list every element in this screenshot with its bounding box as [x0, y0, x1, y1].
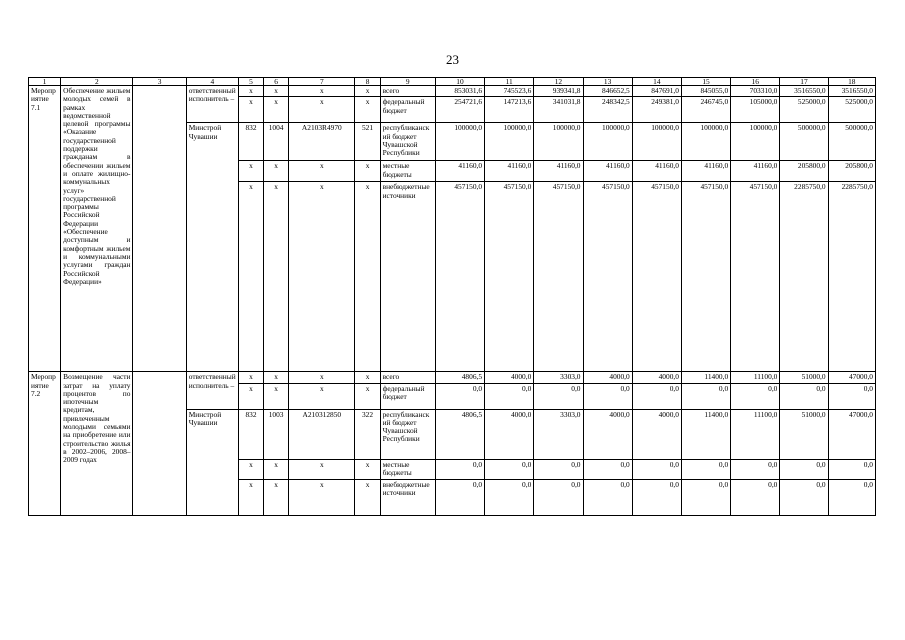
value-cell: 4000,0 — [632, 409, 681, 459]
value-cell: 41160,0 — [731, 161, 780, 182]
value-cell: 703310,0 — [731, 86, 780, 97]
column-number: 8 — [355, 78, 380, 86]
column-number: 2 — [61, 78, 133, 86]
value-cell: 248342,5 — [583, 97, 632, 123]
column-number: 10 — [435, 78, 484, 86]
value-cell: 11100,0 — [731, 409, 780, 459]
code-cell: x — [289, 161, 355, 182]
funding-source: всего — [380, 86, 435, 97]
executor-cell: ответственный исполнитель – — [186, 372, 238, 409]
code-cell: 521 — [355, 123, 380, 161]
executor-cell: Минстрой Чувашии — [186, 123, 238, 372]
value-cell: 457150,0 — [583, 182, 632, 372]
column-number: 15 — [681, 78, 730, 86]
value-cell: 41160,0 — [583, 161, 632, 182]
code-cell: x — [264, 97, 289, 123]
value-cell: 0,0 — [435, 459, 484, 479]
column-number-row — [29, 78, 876, 86]
code-cell: 832 — [238, 123, 263, 161]
funding-source: федеральный бюджет — [380, 97, 435, 123]
value-cell: 0,0 — [681, 459, 730, 479]
activity-id: Мероприятие 7.2 — [29, 372, 61, 515]
column-number: 17 — [780, 78, 828, 86]
value-cell: 525000,0 — [780, 97, 828, 123]
value-cell: 500000,0 — [780, 123, 828, 161]
value-cell: 3516550,0 — [828, 86, 875, 97]
funding-source: всего — [380, 372, 435, 383]
value-cell: 0,0 — [534, 479, 583, 515]
value-cell: 847691,0 — [632, 86, 681, 97]
value-cell: 0,0 — [435, 479, 484, 515]
value-cell: 3303,0 — [534, 409, 583, 459]
code-cell: x — [355, 459, 380, 479]
activity-description: Обеспечение жильем молодых семей в рамках ведомственной целевой программы «Оказание государственной поддержки гражданам в обеспечении жильем и оплате жилищно-коммунальных услуг» государственной программы Российской Федерации «Обеспечение доступным и комфортным жильем и коммунальными услугами граждан Российской Федерации» — [61, 86, 133, 372]
code-cell: x — [289, 182, 355, 372]
value-cell: 0,0 — [828, 383, 875, 409]
funding-source: местные бюджеты — [380, 459, 435, 479]
value-cell: 457150,0 — [681, 182, 730, 372]
value-cell: 0,0 — [731, 383, 780, 409]
value-cell: 4000,0 — [485, 372, 534, 383]
code-cell: x — [355, 97, 380, 123]
page-number: 23 — [446, 52, 459, 67]
value-cell: 0,0 — [828, 459, 875, 479]
code-cell: x — [289, 459, 355, 479]
value-cell: 0,0 — [632, 383, 681, 409]
value-cell: 0,0 — [485, 459, 534, 479]
value-cell: 2285750,0 — [780, 182, 828, 372]
value-cell: 0,0 — [534, 383, 583, 409]
value-cell: 939341,8 — [534, 86, 583, 97]
value-cell: 4806,5 — [435, 372, 484, 383]
value-cell: 0,0 — [435, 383, 484, 409]
value-cell: 11400,0 — [681, 372, 730, 383]
column-number: 3 — [133, 78, 186, 86]
code-cell: x — [289, 86, 355, 97]
value-cell: 246745,0 — [681, 97, 730, 123]
column-number: 9 — [380, 78, 435, 86]
column-number: 16 — [731, 78, 780, 86]
value-cell: 47000,0 — [828, 372, 875, 383]
value-cell: 2285750,0 — [828, 182, 875, 372]
value-cell: 457150,0 — [731, 182, 780, 372]
code-cell: 322 — [355, 409, 380, 459]
column-number: 4 — [186, 78, 238, 86]
value-cell: 254721,6 — [435, 97, 484, 123]
value-cell: 100000,0 — [731, 123, 780, 161]
value-cell: 41160,0 — [435, 161, 484, 182]
executor-cell: Минстрой Чувашии — [186, 409, 238, 515]
value-cell: 457150,0 — [534, 182, 583, 372]
code-cell: x — [355, 182, 380, 372]
value-cell: 100000,0 — [681, 123, 730, 161]
code-cell: x — [355, 86, 380, 97]
code-cell: x — [238, 86, 263, 97]
funding-source: федеральный бюджет — [380, 383, 435, 409]
value-cell: 853031,6 — [435, 86, 484, 97]
value-cell: 457150,0 — [632, 182, 681, 372]
value-cell: 41160,0 — [632, 161, 681, 182]
value-cell: 41160,0 — [681, 161, 730, 182]
column-number: 1 — [29, 78, 61, 86]
column-number: 13 — [583, 78, 632, 86]
value-cell: 500000,0 — [828, 123, 875, 161]
table-row — [29, 86, 876, 97]
code-cell: 1003 — [264, 409, 289, 459]
code-cell: 832 — [238, 409, 263, 459]
code-cell: x — [264, 459, 289, 479]
code-cell: x — [264, 383, 289, 409]
code-cell: x — [355, 479, 380, 515]
empty-cell — [133, 86, 186, 372]
value-cell: 0,0 — [731, 479, 780, 515]
value-cell: 205800,0 — [828, 161, 875, 182]
budget-table — [28, 77, 876, 516]
column-number: 7 — [289, 78, 355, 86]
code-cell: x — [264, 479, 289, 515]
value-cell: 845055,0 — [681, 86, 730, 97]
value-cell: 0,0 — [681, 479, 730, 515]
value-cell: 100000,0 — [583, 123, 632, 161]
value-cell: 457150,0 — [435, 182, 484, 372]
value-cell: 51000,0 — [780, 409, 828, 459]
value-cell: 41160,0 — [534, 161, 583, 182]
column-number: 18 — [828, 78, 875, 86]
funding-source: республиканский бюджет Чувашской Республики — [380, 123, 435, 161]
code-cell: x — [355, 372, 380, 383]
value-cell: 0,0 — [632, 479, 681, 515]
value-cell: 100000,0 — [632, 123, 681, 161]
code-cell: x — [264, 372, 289, 383]
code-cell: A2103R4970 — [289, 123, 355, 161]
activity-description: Возмещение части затрат на уплату процентов по ипотечным кредитам, привлеченным молодыми семьями на приобретение или строительство жилья в 2002–2006, 2008–2009 годах — [61, 372, 133, 515]
table-row — [29, 372, 876, 383]
code-cell: 1004 — [264, 123, 289, 161]
code-cell: A210312850 — [289, 409, 355, 459]
value-cell: 11400,0 — [681, 409, 730, 459]
value-cell: 51000,0 — [780, 372, 828, 383]
code-cell: x — [264, 182, 289, 372]
code-cell: x — [238, 97, 263, 123]
value-cell: 4000,0 — [583, 372, 632, 383]
funding-source: местные бюджеты — [380, 161, 435, 182]
value-cell: 41160,0 — [485, 161, 534, 182]
value-cell: 4000,0 — [632, 372, 681, 383]
code-cell: x — [238, 459, 263, 479]
value-cell: 100000,0 — [534, 123, 583, 161]
value-cell: 341031,8 — [534, 97, 583, 123]
value-cell: 3516550,0 — [780, 86, 828, 97]
value-cell: 205800,0 — [780, 161, 828, 182]
value-cell: 525000,0 — [828, 97, 875, 123]
column-number: 6 — [264, 78, 289, 86]
value-cell: 0,0 — [534, 459, 583, 479]
value-cell: 846652,5 — [583, 86, 632, 97]
value-cell: 0,0 — [583, 383, 632, 409]
code-cell: x — [238, 479, 263, 515]
value-cell: 0,0 — [485, 479, 534, 515]
value-cell: 457150,0 — [485, 182, 534, 372]
code-cell: x — [289, 372, 355, 383]
column-number: 12 — [534, 78, 583, 86]
value-cell: 249381,0 — [632, 97, 681, 123]
value-cell: 0,0 — [485, 383, 534, 409]
code-cell: x — [238, 182, 263, 372]
value-cell: 0,0 — [583, 479, 632, 515]
value-cell: 11100,0 — [731, 372, 780, 383]
code-cell: x — [264, 86, 289, 97]
value-cell: 745523,6 — [485, 86, 534, 97]
code-cell: x — [355, 161, 380, 182]
value-cell: 0,0 — [632, 459, 681, 479]
value-cell: 0,0 — [780, 383, 828, 409]
code-cell: x — [238, 372, 263, 383]
code-cell: x — [289, 479, 355, 515]
code-cell: x — [355, 383, 380, 409]
value-cell: 3303,0 — [534, 372, 583, 383]
value-cell: 100000,0 — [435, 123, 484, 161]
code-cell: x — [264, 161, 289, 182]
funding-source: внебюджетные источники — [380, 182, 435, 372]
value-cell: 4000,0 — [485, 409, 534, 459]
value-cell: 4806,5 — [435, 409, 484, 459]
code-cell: x — [238, 161, 263, 182]
column-number: 14 — [632, 78, 681, 86]
column-number: 11 — [485, 78, 534, 86]
table-body — [29, 78, 876, 516]
funding-source: внебюджетные источники — [380, 479, 435, 515]
code-cell: x — [289, 97, 355, 123]
value-cell: 0,0 — [780, 459, 828, 479]
code-cell: x — [238, 383, 263, 409]
value-cell: 100000,0 — [485, 123, 534, 161]
value-cell: 0,0 — [583, 459, 632, 479]
column-number: 5 — [238, 78, 263, 86]
empty-cell — [133, 372, 186, 515]
value-cell: 147213,6 — [485, 97, 534, 123]
value-cell: 0,0 — [731, 459, 780, 479]
code-cell: x — [289, 383, 355, 409]
activity-id: Мероприятие 7.1 — [29, 86, 61, 372]
value-cell: 105000,0 — [731, 97, 780, 123]
value-cell: 0,0 — [780, 479, 828, 515]
value-cell: 4000,0 — [583, 409, 632, 459]
executor-cell: ответственный исполнитель – — [186, 86, 238, 123]
value-cell: 47000,0 — [828, 409, 875, 459]
value-cell: 0,0 — [828, 479, 875, 515]
value-cell: 0,0 — [681, 383, 730, 409]
funding-source: республиканский бюджет Чувашской Республики — [380, 409, 435, 459]
